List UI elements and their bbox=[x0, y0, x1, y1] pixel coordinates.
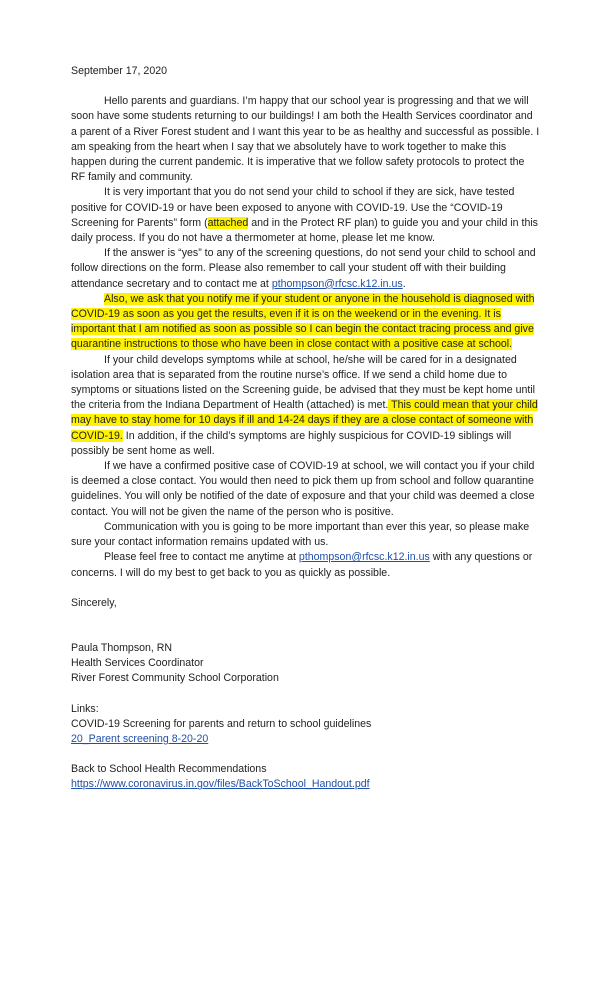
text-segment: If the answer is “yes” to any of the screening questions, do not send your child to school and follow directions on the form. Please also remember to call your student off with their building attendance secretary and to contact me at bbox=[71, 247, 536, 290]
text-segment: . bbox=[402, 277, 406, 290]
link-description: COVID-19 Screening for parents and return to school guidelines bbox=[71, 717, 372, 730]
links-heading: Links: bbox=[71, 702, 99, 715]
link-description: Back to School Health Recommendations bbox=[71, 763, 267, 776]
text-segment: If your child develops symptoms while at school, he/she will be cared for in a designated isolation area that is separated from the routine nurse’s office. If we send a child home due to symptoms or situations listed on the Screening guide, be advised that they must be kept home until the criteria from the Indiana Department of Health (attached) is met. bbox=[71, 353, 536, 412]
paragraph-screening-yes bbox=[71, 246, 541, 292]
text-segment: and in the Protect RF plan) to guide you and your child in this daily process. If you do not have a thermometer at home, please let me know. bbox=[71, 216, 538, 245]
paragraph-contact bbox=[71, 550, 541, 580]
signature-title: Health Services Coordinator bbox=[71, 657, 204, 670]
letter-date: September 17, 2020 bbox=[71, 65, 168, 77]
closing: Sincerely, bbox=[71, 596, 117, 609]
paragraph-intro: Hello parents and guardians. I’m happy that our school year is progressing and that we will soon have some students returning to our buildings! I am both the Health Services coordinator and a parent of a River Forest student and I want this year to be as healthy and successful as possible. I am speaking from the heart when I say that we absolutely have to work together to make this happen during the current pandemic. It is imperative that we follow safety protocols to protect the RF family and community. bbox=[71, 95, 540, 184]
email-link[interactable]: pthompson@rfcsc.k12.in.us bbox=[298, 551, 430, 564]
text-segment: It is very important that you do not send your child to school if they are sick, have tested positive for COVID-19 or have been exposed to anyone with COVID-19. Use the “COVID-19 Screening for Parents” form ( bbox=[71, 186, 515, 229]
paragraph-positive-case: If we have a confirmed positive case of COVID-19 at school, we will contact you if your child is deemed a close contact. You would then need to pick them up from school and follow quarantine guidelines. You will only be notified of the date of exposure and that your child was deemed a close contact. You will not be given the name of the person who is positive. bbox=[71, 460, 535, 518]
text-segment: Please feel free to contact me anytime at bbox=[104, 551, 299, 564]
letter-body bbox=[71, 64, 541, 793]
text-segment: with any questions or concerns. I will do my best to get back to you as quickly as possible. bbox=[71, 551, 533, 579]
paragraph-communication: Communication with you is going to be more important than ever this year, so please make sure your contact information remains updated with us. bbox=[71, 520, 530, 549]
email-link[interactable]: pthompson@rfcsc.k12.in.us bbox=[271, 277, 403, 290]
highlight-quarantine: This could mean that your child may have to stay home for 10 days if ill and 14-24 days if they are a close contact of someone with COVID-19. bbox=[71, 399, 538, 442]
paragraph-symptoms bbox=[71, 353, 541, 459]
back-to-school-link[interactable]: https://www.coronavirus.in.gov/files/BackToSchool_Handout.pdf bbox=[71, 778, 370, 791]
highlight-attached: attached bbox=[207, 216, 249, 229]
signature-org: River Forest Community School Corporation bbox=[71, 672, 279, 685]
parent-screening-link[interactable]: 20_Parent screening 8-20-20 bbox=[71, 732, 209, 745]
signature-name: Paula Thompson, RN bbox=[71, 641, 173, 654]
paragraph-notify bbox=[71, 292, 541, 353]
paragraph-stay-home bbox=[71, 185, 541, 246]
text-segment: In addition, if the child’s symptoms are highly suspicious for COVID-19 siblings will possibly be sent home as well. bbox=[71, 429, 512, 457]
highlight-notify: Also, we ask that you notify me if your student or anyone in the household is diagnosed with COVID-19 as soon as you get the results, even if it is on the weekend or in the evening. It is important that I am notified as soon as possible so I can begin the contact tracing process and give quarantine instructions to those who have been in close contact with a positive case at school. bbox=[71, 292, 535, 351]
